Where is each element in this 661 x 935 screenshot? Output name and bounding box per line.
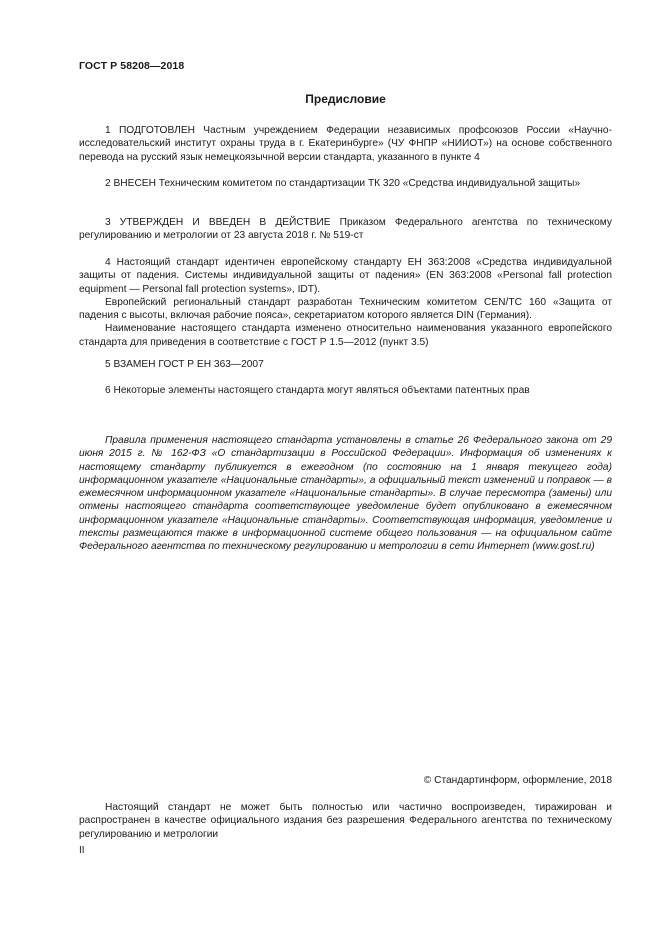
paragraph: Правила применения настоящего стандарта установлены в статье 26 Федерального закона от 29 июня 2015 г. № 162-ФЗ «О стандартизации в Российской Федерации». Информация об изменениях к настоящему стандарту публикуется в ежегодном (по состоянию на 1 января текущего года) информационном указателе «Национальные стандарты», а официальный текст изменений и поправок — в ежемесячном информационном указателе «Национальные стандарты». В случае пересмотра (замены) или отмены настоящего стандарта соответствующее уведомление будет опубликовано в ежемесячном информационном указателе «Национальные стандарты». Соответствующая информация, уведомление и тексты размещаются также в информационной системе общего пользования — на официальном сайте Федерального агентства по техническому регулированию и метрологии в сети Интернет (www.gost.ru) <box>79 435 612 553</box>
paragraph: 1 ПОДГОТОВЛЕН Частным учреждением Федерации независимых профсоюзов России «Научно-исследовательский институт охраны труда в г. Екатеринбурге» (ЧУ ФНПР «НИИОТ») на основе собственного перевода на русский язык немецкоязычной версии стандарта, указанного в пункте 4 <box>79 125 612 163</box>
preface-item-1 <box>79 124 612 164</box>
paragraph: Настоящий стандарт не может быть полностью или частично воспроизведен, тиражирован и распространен в качестве официального издания без разрешения Федерального агентства по техническому регулированию и метрологии <box>79 802 612 840</box>
paragraph: Европейский региональный стандарт разработан Техническим комитетом CEN/TC 160 «Защита от падения с высоты, включая рабочие пояса», секретариатом которого является DIN (Германия). <box>79 296 612 322</box>
preface-item-2 <box>79 177 612 190</box>
rules-notice <box>79 434 612 554</box>
paragraph: 3 УТВЕРЖДЕН И ВВЕДЕН В ДЕЙСТВИЕ Приказом Федерального агентства по техническому регулированию и метрологии от 23 августа 2018 г. № 519-ст <box>79 217 612 242</box>
copyright-line: © Стандартинформ, оформление, 2018 <box>423 775 612 786</box>
paragraph: Наименование настоящего стандарта изменено относительно наименования указанного европейского стандарта для приведения в соответствие с ГОСТ Р 1.5—2012 (пункт 3.5) <box>79 323 612 348</box>
standard-code: ГОСТ Р 58208—2018 <box>79 60 185 72</box>
paragraph: 2 ВНЕСЕН Техническим комитетом по стандартизации ТК 320 «Средства индивидуальной защиты» <box>105 178 581 189</box>
paragraph: 5 ВЗАМЕН ГОСТ Р ЕН 363—2007 <box>105 359 264 370</box>
page-number: II <box>79 845 85 856</box>
preface-item-6 <box>79 384 612 397</box>
paragraph: 4 Настоящий стандарт идентичен европейскому стандарту ЕН 363:2008 «Средства индивидуальной защиты от падения. Системы индивидуальной защиты от падения» (EN 363:2008 «Personal fall protection equipment — Personal fall protection systems», IDT). <box>79 257 612 295</box>
reproduction-notice <box>79 801 612 841</box>
paragraph: 6 Некоторые элементы настоящего стандарта могут являться объектами патентных прав <box>105 385 530 396</box>
preface-item-5 <box>79 358 612 371</box>
preface-item-4 <box>79 256 612 349</box>
page-title: Предисловие <box>305 92 386 106</box>
preface-item-3 <box>79 216 612 243</box>
